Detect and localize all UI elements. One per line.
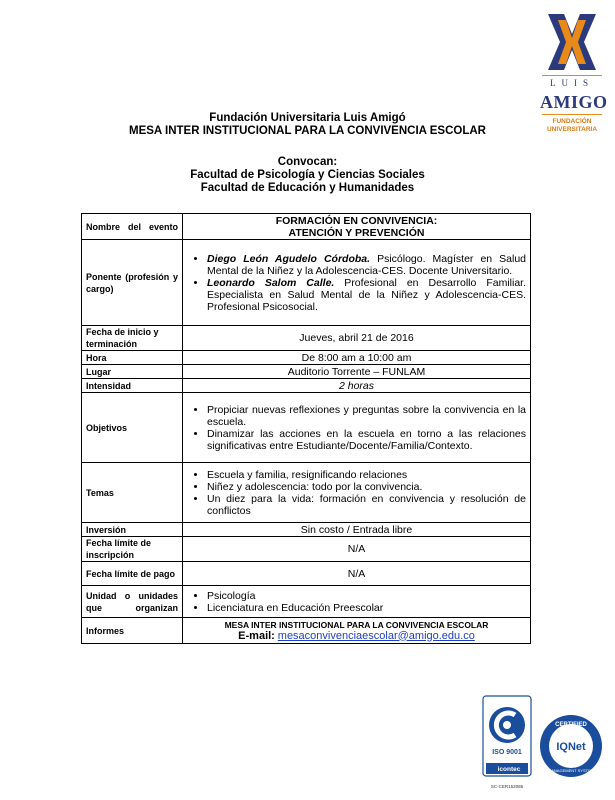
speaker-label: Ponente (profesión y cargo) [82, 240, 183, 326]
table-row [82, 463, 531, 523]
icontec-iso-badge [482, 695, 532, 795]
place-value: Auditorio Torrente – FUNLAM [183, 365, 531, 379]
time-label: Hora [82, 351, 183, 365]
event-details-table [81, 213, 531, 644]
table-row [82, 523, 531, 537]
document-header [0, 112, 615, 195]
info-label: Informes [82, 618, 183, 644]
svg-text:SC-CER152086: SC-CER152086 [490, 784, 524, 789]
event-name-value: FORMACIÓN EN CONVIVENCIA: ATENCIÓN Y PREVENCIÓN [183, 214, 531, 240]
table-row [82, 351, 531, 365]
iqnet-badge [539, 714, 603, 778]
email-link[interactable]: mesaconvivenciaescolar@amigo.edu.co [277, 629, 475, 642]
svg-text:IQNet: IQNet [556, 741, 586, 753]
payment-deadline-value: N/A [183, 562, 531, 586]
info-value [183, 618, 531, 644]
info-org: MESA INTER INSTITUCIONAL PARA LA CONVIVENCIA ESCOLAR [224, 619, 489, 630]
intensity-value: 2 horas [183, 379, 531, 393]
logo-fundacion-text: FUNDACIÓN UNIVERSITARIA [546, 118, 598, 133]
svg-text:MANAGEMENT SYSTEM: MANAGEMENT SYSTEM [547, 768, 595, 773]
table-row [82, 618, 531, 644]
list-item: • Niñez y adolescencia: todo por la convivencia. [207, 481, 526, 493]
table-row [82, 214, 531, 240]
logo-divider [542, 75, 602, 76]
email-label: E-mail: [238, 629, 275, 642]
organizing-units-value [183, 586, 531, 618]
svg-text:CERTIFIED: CERTIFIED [555, 722, 587, 728]
date-label: Fecha de inicio y terminación [82, 326, 183, 351]
registration-deadline-value: N/A [183, 537, 531, 562]
registration-deadline-label: Fecha límite de inscripción [82, 537, 183, 562]
logo-emblem-icon [544, 12, 600, 72]
logo-luis-text: LUIS [550, 78, 594, 88]
time-value: De 8:00 am a 10:00 am [183, 351, 531, 365]
list-item: • Leonardo Salom Calle. Profesional en Desarrollo Familiar. Especialista en Salud Mental de la Niñez y Adolescencia-CES. Profesional Psicosocial. [207, 277, 526, 313]
list-item: • Dinamizar las acciones en la escuela en torno a las relaciones significativas entre Estudiante/Docente/Familia/Contexto. [207, 428, 526, 452]
investment-value: Sin costo / Entrada libre [183, 523, 531, 537]
table-row [82, 379, 531, 393]
investment-label: Inversión [82, 523, 183, 537]
logo-amigo-text: AMIGO [540, 92, 608, 112]
list-item: • Licenciatura en Educación Preescolar [207, 602, 526, 614]
institution-name: Fundación Universitaria Luis Amigó [209, 112, 406, 124]
svg-text:ISO 9001: ISO 9001 [492, 749, 522, 756]
table-row [82, 393, 531, 463]
objectives-label: Objetivos [82, 393, 183, 463]
table-row [82, 326, 531, 351]
committee-name: MESA INTER INSTITUCIONAL PARA LA CONVIVENCIA ESCOLAR [129, 125, 486, 137]
table-row [82, 240, 531, 326]
topics-value [183, 463, 531, 523]
convocan-label: Convocan: [277, 156, 338, 168]
list-item: • Propiciar nuevas reflexiones y preguntas sobre la convivencia en la escuela. [207, 404, 526, 428]
list-item: • Un diez para la vida: formación en convivencia y resolución de conflictos [207, 493, 526, 517]
svg-text:icontec: icontec [497, 766, 521, 773]
payment-deadline-label: Fecha límite de pago [82, 562, 183, 586]
date-value: Jueves, abril 21 de 2016 [183, 326, 531, 351]
event-name-label: Nombre del evento [82, 214, 183, 240]
table-row [82, 586, 531, 618]
table-row [82, 365, 531, 379]
list-item: • Diego León Agudelo Córdoba. Psicólogo. Magíster en Salud Mental de la Niñez y la Adolescencia-CES. Docente Universitario. [207, 253, 526, 277]
table-row [82, 562, 531, 586]
intensity-label: Intensidad [82, 379, 183, 393]
place-label: Lugar [82, 365, 183, 379]
topics-label: Temas [82, 463, 183, 523]
table-row [82, 537, 531, 562]
faculty-education: Facultad de Educación y Humanidades [200, 182, 415, 194]
organizing-units-label: Unidad o unidades que organizan [82, 586, 183, 618]
objectives-value [183, 393, 531, 463]
list-item: • Psicología [207, 590, 526, 602]
list-item: • Escuela y familia, resignificando relaciones [207, 469, 526, 481]
faculty-psychology: Facultad de Psicología y Ciencias Sociales [190, 169, 425, 181]
speaker-value [183, 240, 531, 326]
